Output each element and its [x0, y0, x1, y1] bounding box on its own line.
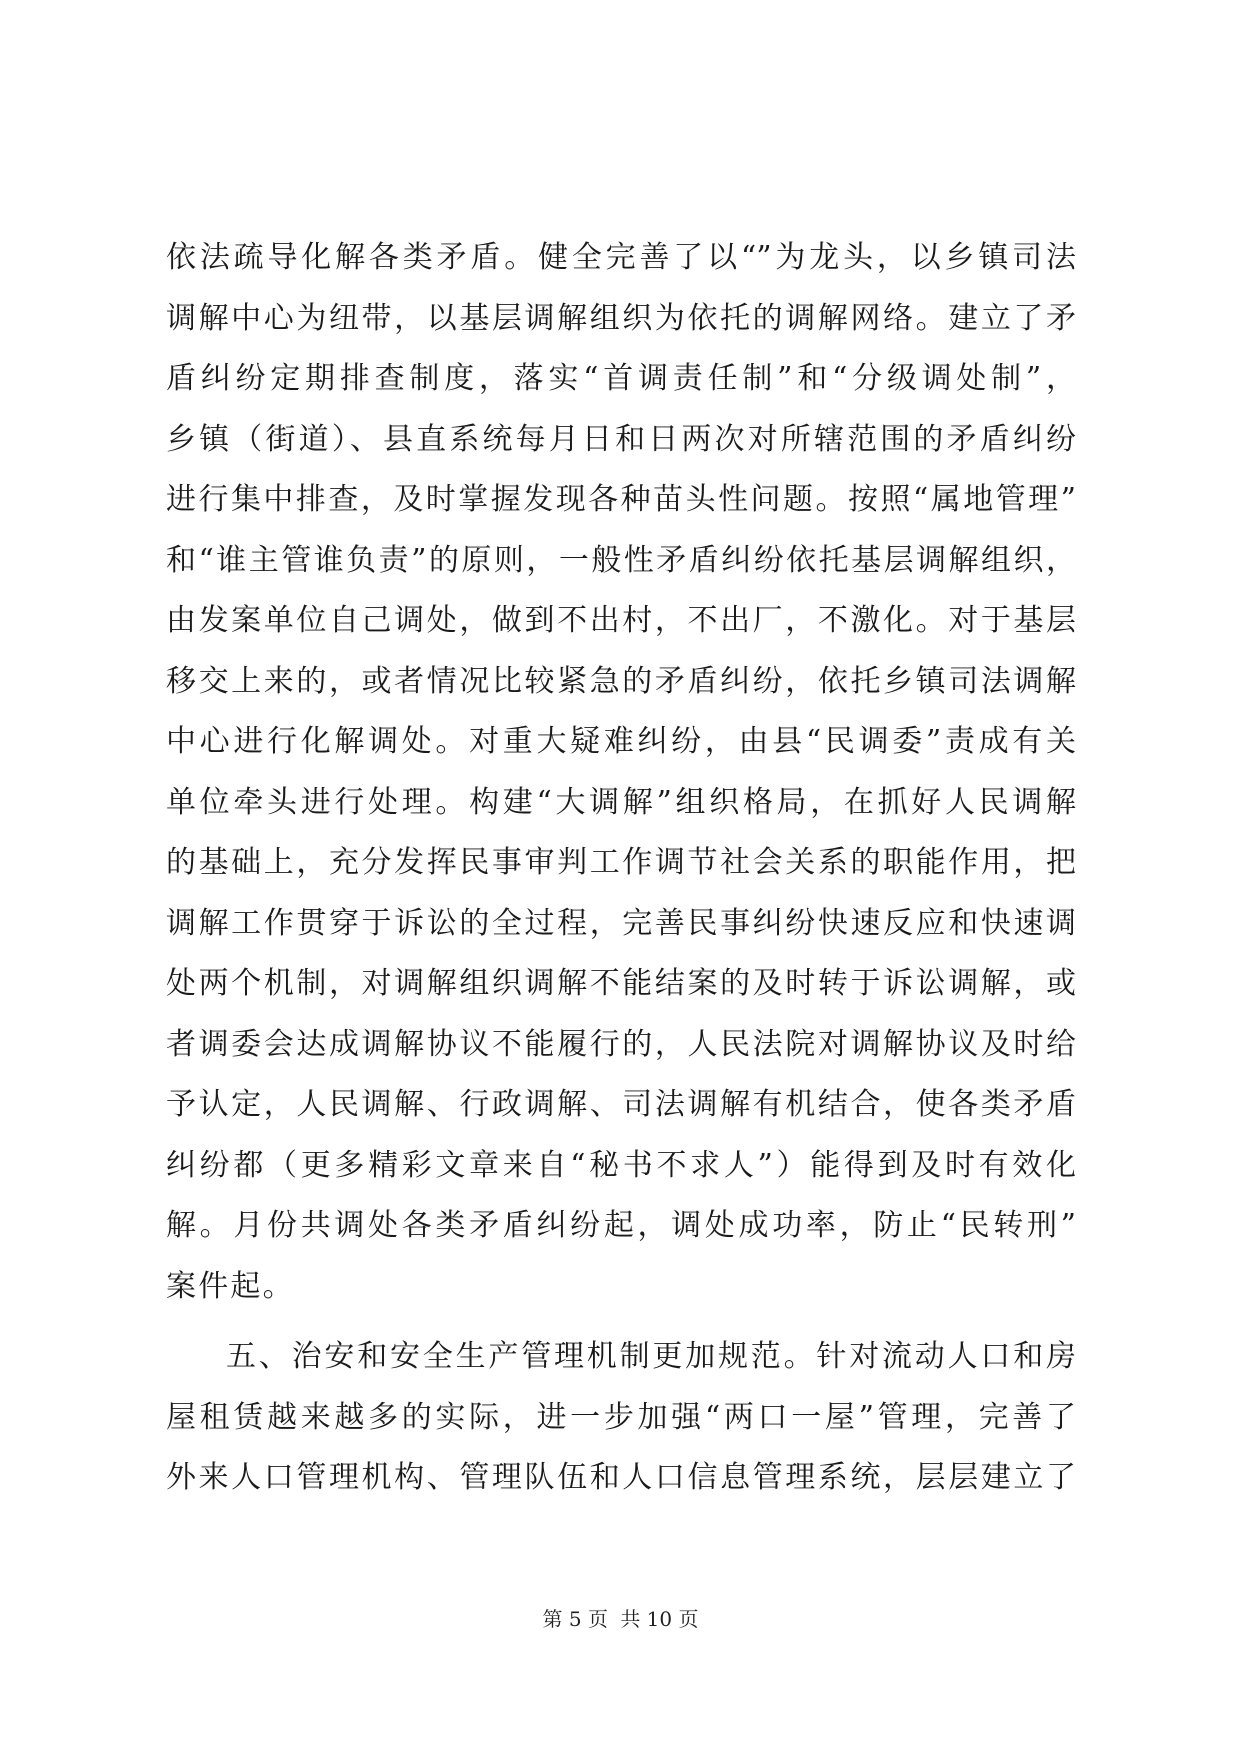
- text-line-first: 五、治安和安全生产管理机制更加规范。针对流动人口和房: [226, 1339, 1076, 1374]
- text-line: 调解工作贯穿于诉讼的全过程，完善民事纠纷快速反应和快速调: [166, 905, 1076, 941]
- text-line: 单位牵头进行处理。构建“大调解”组织格局，在抓好人民调解: [166, 784, 1076, 820]
- paragraph-2: [166, 1327, 1076, 1509]
- text-line: 调解中心为纽带，以基层调解组织为依托的调解网络。建立了矛: [166, 300, 1076, 336]
- paragraph-spacer: [166, 1317, 1076, 1327]
- text-line: 外来人口管理机构、管理队伍和人口信息管理系统，层层建立了: [166, 1460, 1076, 1495]
- text-line: 处两个机制，对调解组织调解不能结案的及时转于诉讼调解，或: [166, 966, 1076, 1001]
- paragraph-1: [166, 228, 1076, 1317]
- text-line: 纠纷都（更多精彩文章来自“秘书不求人”）能得到及时有效化: [166, 1147, 1076, 1183]
- total-pages-label: 共 10 页: [620, 1607, 699, 1631]
- text-line: 和“谁主管谁负责”的原则，一般性矛盾纠纷依托基层调解组织，: [166, 542, 1076, 578]
- current-page-label: 第 5 页: [542, 1607, 608, 1631]
- text-line: 由发案单位自己调处，做到不出村，不出厂，不激化。对于基层: [166, 603, 1076, 638]
- text-line: 解。月份共调处各类矛盾纠纷起，调处成功率，防止“民转刑”: [166, 1208, 1076, 1243]
- page-footer: [0, 1604, 1241, 1634]
- text-line-last: 案件起。: [166, 1268, 295, 1304]
- text-line: 依法疏导化解各类矛盾。健全完善了以“”为龙头，以乡镇司法: [166, 240, 1076, 275]
- text-line: 移交上来的，或者情况比较紧急的矛盾纠纷，依托乡镇司法调解: [166, 663, 1076, 699]
- document-body: [166, 228, 1076, 1509]
- text-line: 进行集中排查，及时掌握发现各种苗头性问题。按照“属地管理”: [166, 482, 1076, 517]
- text-line: 乡镇（街道）、县直系统每月日和日两次对所辖范围的矛盾纠纷: [166, 421, 1076, 457]
- text-line: 予认定，人民调解、行政调解、司法调解有机结合，使各类矛盾: [166, 1087, 1076, 1122]
- text-line: 盾纠纷定期排查制度，落实“首调责任制”和“分级调处制”，: [166, 361, 1076, 396]
- text-line: 的基础上，充分发挥民事审判工作调节社会关系的职能作用，把: [166, 845, 1076, 880]
- text-line: 中心进行化解调处。对重大疑难纠纷，由县“民调委”责成有关: [166, 724, 1076, 759]
- text-line: 屋租赁越来越多的实际，进一步加强“两口一屋”管理，完善了: [166, 1399, 1076, 1435]
- text-line: 者调委会达成调解协议不能履行的，人民法院对调解协议及时给: [166, 1026, 1076, 1062]
